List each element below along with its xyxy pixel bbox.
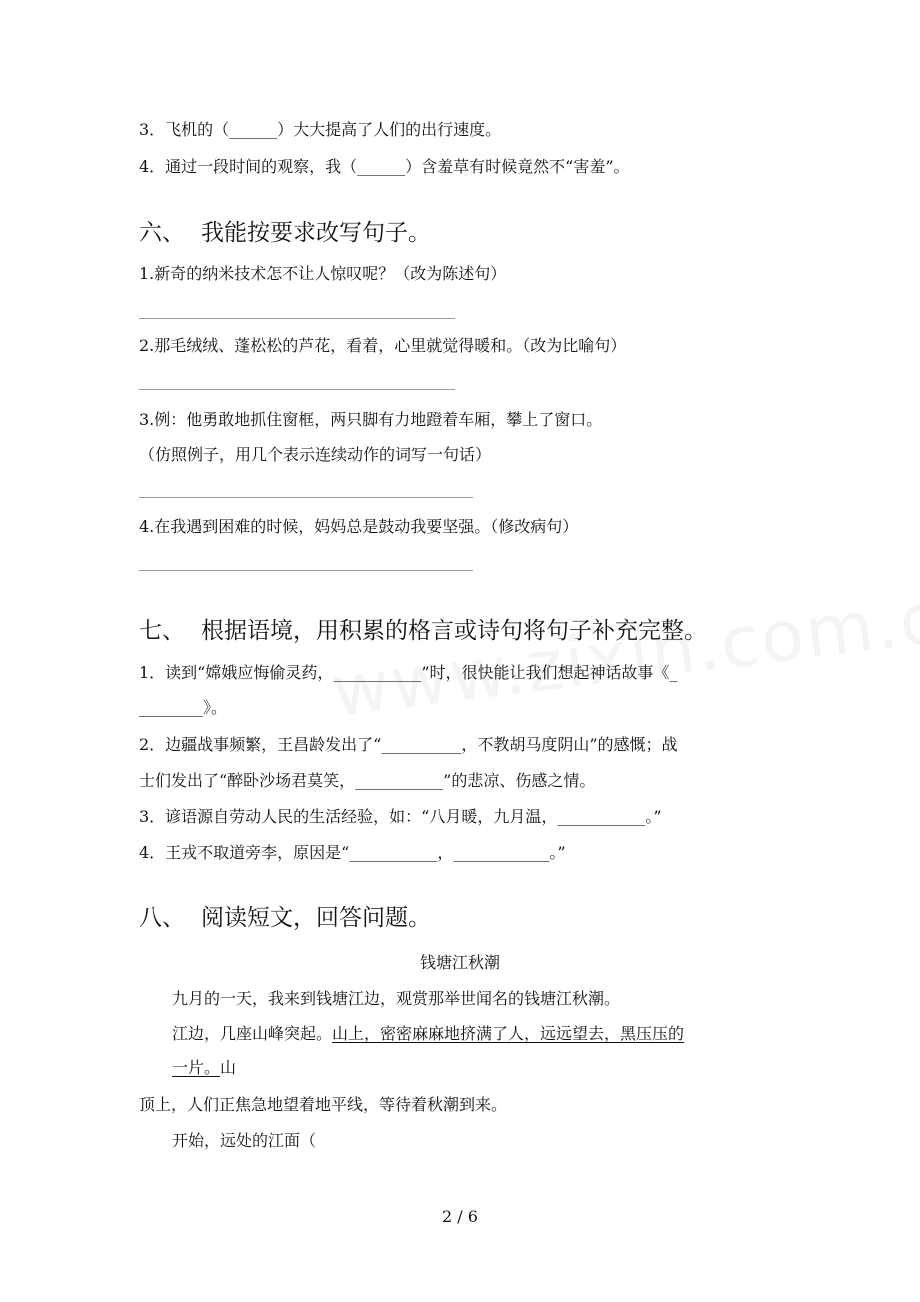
answer-line-6-1[interactable] (139, 318, 455, 319)
section7-question-4: 4．王戎不取道旁李，原因是“___________，____________。” (139, 843, 566, 862)
section7-heading (139, 617, 707, 645)
answer-line-6-2[interactable] (139, 389, 455, 390)
section7-question-1-line-1: 1．读到“嫦娥应悔偷灵药，___________”时，很快能让我们想起神话故事《_ (139, 663, 678, 682)
section7-question-1-line-2: ________》。 (139, 698, 228, 717)
section7-question-2-line-1: 2．边疆战事频繁，王昌龄发出了“__________，不教胡马度阴山”的感慨；战 (139, 735, 678, 754)
passage-paragraph-2-line-1 (172, 1024, 684, 1044)
section5-item-4: 4．通过一段时间的观察，我（______）含羞草有时候竟然不“害羞”。 (139, 157, 630, 176)
section6-question-2: 2.那毛绒绒、蓬松松的芦花，看着，心里就觉得暖和。（改为比喻句） (139, 336, 627, 355)
section8-heading (139, 904, 431, 932)
passage-paragraph-2-line-2 (172, 1058, 236, 1078)
underlined-sentence-end: 一片。 (172, 1058, 221, 1077)
answer-line-6-4[interactable] (139, 570, 473, 571)
section5-item-3: 3．飞机的（______）大大提高了人们的出行速度。 (139, 120, 502, 139)
section6-question-3: 3.例：他勇敢地抓住窗框，两只脚有力地蹬着车厢，攀上了窗口。 (139, 410, 603, 429)
watermark (328, 572, 920, 732)
section6-question-4: 4.在我遇到困难的时候，妈妈总是鼓动我要坚强。（修改病句） (139, 517, 579, 536)
passage-paragraph-2-line-3: 顶上，人们正焦急地望着地平线，等待着秋潮到来。 (139, 1095, 508, 1114)
section8-number: 八、 (139, 905, 185, 931)
section6-title: 我能按要求改写句子。 (201, 220, 431, 246)
passage-paragraph-1: 九月的一天，我来到钱塘江边，观赏那举世闻名的钱塘江秋潮。 (172, 989, 621, 1008)
section6-question-3-note: （仿照例子，用几个表示连续动作的词写一句话） (139, 445, 492, 464)
section6-heading (139, 219, 431, 247)
underlined-sentence: 山上，密密麻麻地挤满了人，远远望去，黑压压的 (332, 1024, 685, 1043)
passage-paragraph-3: 开始，远处的江面（ (172, 1131, 317, 1150)
answer-line-6-3[interactable] (139, 497, 473, 498)
passage-p2-start: 江边，几座山峰突起。 (172, 1024, 333, 1043)
section7-question-2-line-2: 士们发出了“醉卧沙场君莫笑，___________”的悲凉、伤感之情。 (139, 771, 596, 790)
page-number: 2 / 6 (442, 1207, 478, 1226)
passage-p2-tail: 山 (220, 1058, 237, 1077)
section6-question-1: 1.新奇的纳米技术怎不让人惊叹呢？（改为陈述句） (139, 264, 507, 283)
section7-title: 根据语境，用积累的格言或诗句将句子补充完整。 (201, 618, 707, 644)
section6-number: 六、 (139, 220, 185, 246)
section8-title: 阅读短文，回答问题。 (201, 905, 431, 931)
section7-question-3: 3．谚语源自劳动人民的生活经验，如：“八月暖，九月温，___________。” (139, 807, 662, 826)
section7-number: 七、 (139, 618, 185, 644)
passage-title: 钱塘江秋潮 (419, 953, 500, 972)
